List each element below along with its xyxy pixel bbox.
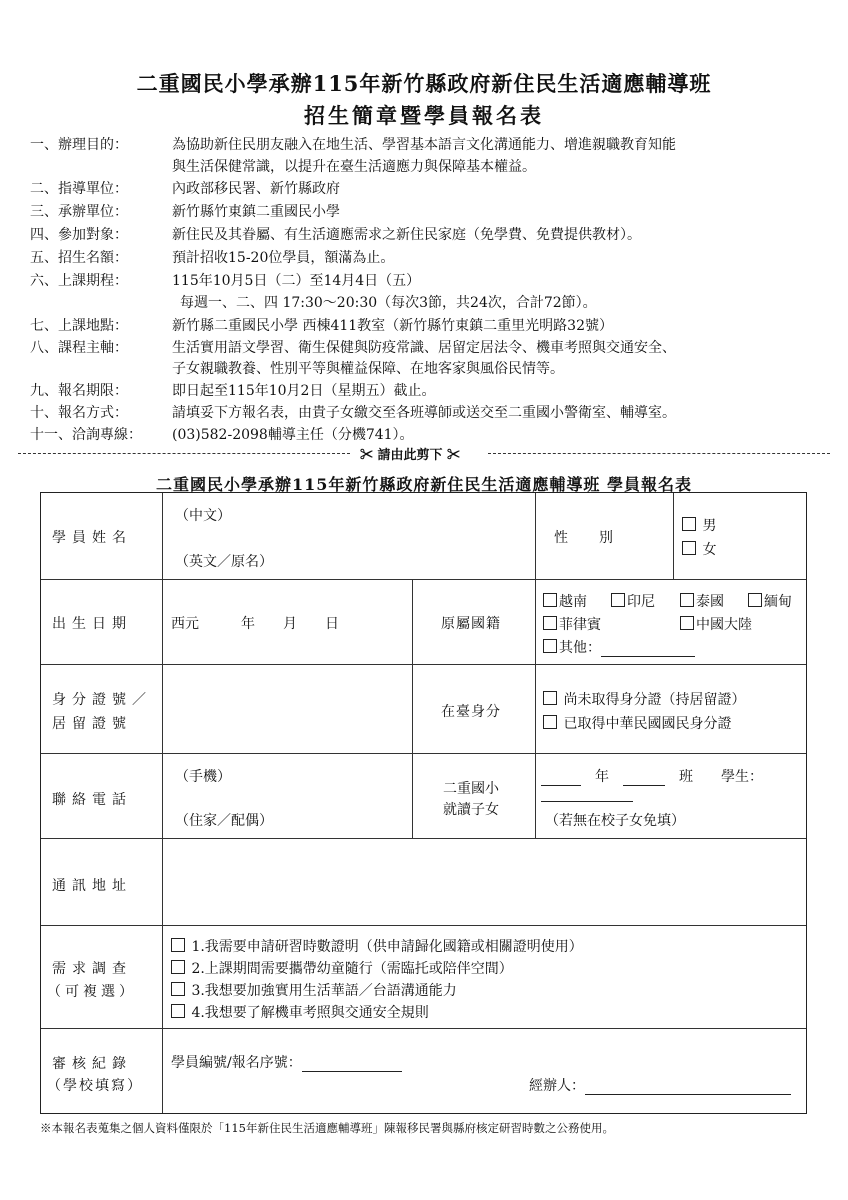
info-purpose-cont: 與生活保健常識，以提升在臺生活適應力與保障基本權益。 <box>172 159 536 175</box>
checkbox[interactable] <box>682 541 696 555</box>
col-divider <box>535 579 536 838</box>
need-option-4[interactable]: 4.我想要了解機車考照與交通安全規則 <box>171 1002 429 1022</box>
student-number-blank[interactable] <box>302 1059 402 1072</box>
row-divider <box>41 925 806 926</box>
child-class-line[interactable]: 年 班 學生： <box>541 766 763 786</box>
other-nationality-line[interactable] <box>601 644 695 657</box>
row-divider <box>41 579 806 580</box>
checkbox[interactable] <box>171 938 185 952</box>
checkbox[interactable] <box>543 593 557 607</box>
dob-label: 出生日期 <box>52 616 132 632</box>
checkbox[interactable] <box>543 715 557 729</box>
info-curriculum-cont: 子女親職教養、性別平等與權益保障、在地客家與風俗民情等。 <box>172 361 564 377</box>
page-title: 二重國民小學承辦115年新竹縣政府新住民生活適應輔導班 <box>136 71 712 96</box>
row-divider <box>41 838 806 839</box>
checkbox[interactable] <box>543 691 557 705</box>
student-blank[interactable] <box>541 789 633 802</box>
cut-dash-left <box>18 453 350 454</box>
form-title: 二重國民小學承辦115年新竹縣政府新住民生活適應輔導班 學員報名表 <box>156 475 692 494</box>
checkbox[interactable] <box>680 593 694 607</box>
row-divider <box>41 753 806 754</box>
nationality-thailand[interactable]: 泰國 <box>680 591 724 611</box>
privacy-footnote: ※本報名表蒐集之個人資料僅限於「115年新住民生活適應輔導班」陳報移民署與縣府核定研習時數之公務使用。 <box>40 1121 614 1135</box>
nationality-myanmar[interactable]: 緬甸 <box>748 591 792 611</box>
phone-mobile-field[interactable]: （手機） <box>175 769 231 785</box>
checkbox[interactable] <box>171 1004 185 1018</box>
checkbox[interactable] <box>543 616 557 630</box>
nationality-vietnam[interactable]: 越南 <box>543 591 587 611</box>
origin-label: 原屬國籍 <box>441 616 501 632</box>
row-divider <box>41 1028 806 1029</box>
nationality-philippines[interactable]: 菲律賓 <box>543 614 601 634</box>
handler-field[interactable]: 經辦人： <box>529 1075 791 1095</box>
info-schedule: 六、上課期程： 115年10月5日（二）至14月4日（五） <box>30 273 421 289</box>
child-note: （若無在校子女免填） <box>545 813 685 829</box>
handler-blank[interactable] <box>585 1082 791 1095</box>
id-label-1: 身分證號／ <box>52 692 152 708</box>
class-blank[interactable] <box>623 773 665 786</box>
info-schedule-cont: 每週一、二、四 17:30～20:30（每次3節，共24次，合計72節）。 <box>180 295 597 311</box>
status-option-citizen[interactable]: 已取得中華民國國民身分證 <box>543 713 731 733</box>
nationality-other[interactable]: 其他： <box>543 637 695 657</box>
checkbox[interactable] <box>748 593 762 607</box>
need-option-1[interactable]: 1.我需要申請研習時數證明（供申請歸化國籍或相關證明使用） <box>171 936 583 956</box>
address-field[interactable] <box>165 841 805 921</box>
id-label-2: 居留證號 <box>52 716 132 732</box>
nationality-indonesia[interactable]: 印尼 <box>611 591 655 611</box>
need-option-3[interactable]: 3.我想要加強實用生活華語／台語溝通能力 <box>171 980 457 1000</box>
student-name-blank[interactable] <box>541 786 633 802</box>
col-divider <box>412 579 413 838</box>
checkbox[interactable] <box>171 960 185 974</box>
info-contact: 十一、洽詢專線： (03)582-2098輔導主任（分機741）。 <box>30 427 414 443</box>
gender-male-option[interactable]: 男 <box>682 515 716 535</box>
gender-label: 性 別 <box>554 530 614 546</box>
info-purpose: 一、辦理目的： 為協助新住民朋友融入在地生活、學習基本語言文化溝通能力、增進親職教育知能 <box>30 137 676 153</box>
cut-text: ✂ 請由此剪下 ✂ <box>360 448 461 463</box>
review-label: 審核紀錄 <box>52 1056 132 1072</box>
info-organizer: 三、承辦單位： 新竹縣竹東鎮二重國民小學 <box>30 204 340 220</box>
info-target: 四、參加對象： 新住民及其眷屬、有生活適應需求之新住民家庭（免學費、免費提供教材）。 <box>30 227 641 243</box>
info-guidance: 二、指導單位： 內政部移民署、新竹縣政府 <box>30 181 340 197</box>
name-english-field[interactable]: （英文／原名） <box>175 554 273 570</box>
info-quota: 五、招生名額： 預計招收15-20位學員，額滿為止。 <box>30 250 395 266</box>
info-location: 七、上課地點： 新竹縣二重國民小學 西棟411教室（新竹縣竹東鎮二重里光明路32號） <box>30 318 613 334</box>
row-divider <box>41 664 806 665</box>
gender-female-option[interactable]: 女 <box>682 539 716 559</box>
status-option-resident[interactable]: 尚未取得身分證（持居留證） <box>543 689 745 709</box>
checkbox[interactable] <box>680 616 694 630</box>
checkbox[interactable] <box>543 639 557 653</box>
need-option-2[interactable]: 2.上課期間需要攜帶幼童隨行（需臨托或陪伴空間） <box>171 958 513 978</box>
student-number-field[interactable]: 學員編號/報名序號： <box>171 1052 402 1072</box>
info-deadline: 九、報名期限： 即日起至115年10月2日（星期五）截止。 <box>30 383 436 399</box>
dob-field[interactable]: 西元 年 月 日 <box>171 616 339 632</box>
registration-form <box>40 492 807 1114</box>
name-chinese-field[interactable]: （中文） <box>175 508 231 524</box>
checkbox[interactable] <box>682 517 696 531</box>
cut-dash-right <box>488 453 830 454</box>
child-label-1: 二重國小 <box>443 781 499 797</box>
checkbox[interactable] <box>611 593 625 607</box>
cut-line <box>18 444 830 464</box>
phone-home-field[interactable]: （住家／配偶） <box>175 813 273 829</box>
info-curriculum: 八、課程主軸： 生活實用語文學習、衛生保健與防疫常識、居留定居法令、機車考照與交通安全、 <box>30 340 676 356</box>
review-sublabel: （學校填寫） <box>47 1078 143 1094</box>
status-label: 在臺身分 <box>441 704 501 720</box>
nationality-china[interactable]: 中國大陸 <box>680 614 752 634</box>
page-subtitle: 招生簡章暨學員報名表 <box>304 103 544 128</box>
checkbox[interactable] <box>171 982 185 996</box>
phone-label: 聯絡電話 <box>52 792 132 808</box>
name-label: 學員姓名 <box>52 530 132 546</box>
address-label: 通訊地址 <box>52 878 132 894</box>
info-method: 十、報名方式： 請填妥下方報名表，由貴子女繳交至各班導師或送交至二重國小警衛室、輔導室。 <box>30 405 676 421</box>
child-label-2: 就讀子女 <box>443 802 499 818</box>
col-divider <box>162 493 163 1113</box>
col-divider <box>673 493 674 579</box>
needs-sublabel: （可複選） <box>47 984 137 1000</box>
needs-label: 需求調查 <box>52 961 132 977</box>
col-divider <box>535 493 536 579</box>
year-blank[interactable] <box>541 773 581 786</box>
